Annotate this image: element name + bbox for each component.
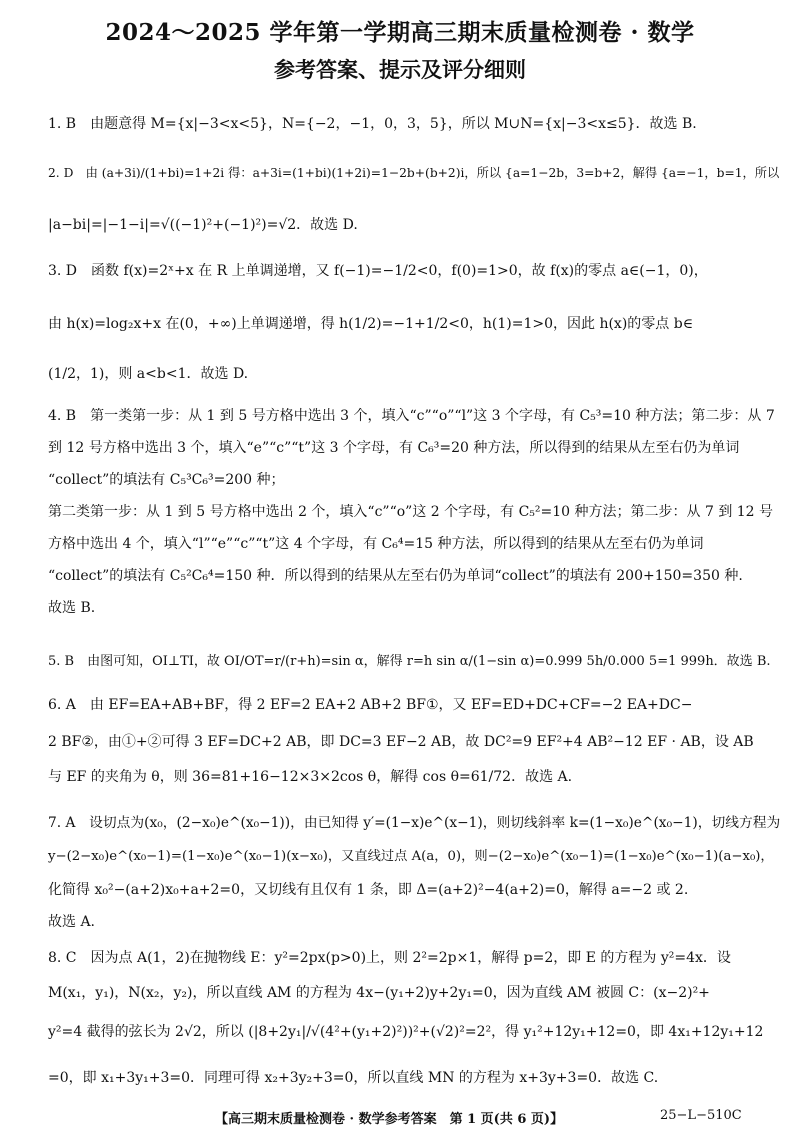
answer-line: =0，即 x₁+3y₁+3=0．同理可得 x₂+3y₂+3=0，所以直线 MN 的方程为 x+3y+3=0．故选 C. — [48, 1070, 659, 1086]
answer-line: |a−bi|=|−1−i|=√((−1)²+(−1)²)=√2．故选 D. — [48, 217, 358, 233]
page-title: 2024～2025 学年第一学期高三期末质量检测卷 · 数学 — [105, 19, 695, 46]
answer-line: 与 EF 的夹角为 θ，则 36=81+16−12×3×2cos θ，解得 cos θ=61/72．故选 A. — [48, 769, 573, 785]
answer-line: 3. D 函数 f(x)=2ˣ+x 在 R 上单调递增，又 f(−1)=−1/2<0，f(0)=1>0，故 f(x)的零点 a∈(−1，0)， — [48, 263, 708, 279]
answer-line: 2. D 由 (a+3i)/(1+bi)=1+2i 得：a+3i=(1+bi)(1+2i)=1−2b+(b+2)i，所以 {a=1−2b，3=b+2，解得 {a=−1，b=1，所以 — [48, 166, 780, 180]
answer-line: “collect”的填法有 C₅²C₆⁴=150 种．所以得到的结果从左至右仍为单词“collect”的填法有 200+150=350 种. — [48, 568, 743, 584]
answer-line: 7. A 设切点为(x₀，(2−x₀)e^(x₀−1))，由已知得 y′=(1−x)e^(x−1)，则切线斜率 k=(1−x₀)e^(x₀−1)，切线方程为 — [48, 815, 781, 831]
answer-line: 第二类第一步：从 1 到 5 号方格中选出 2 个，填入“c”“o”这 2 个字母，有 C₅²=10 种方法；第二步：从 7 到 12 号 — [48, 504, 774, 520]
answer-line: 2 BF②，由①+②可得 3 EF=DC+2 AB，即 DC=3 EF−2 AB，故 DC²=9 EF²+4 AB²−12 EF · AB，设 AB — [48, 734, 754, 750]
footer-code: 25−L−510C — [660, 1108, 742, 1123]
answer-line: 1. B 由题意得 M={x|−3<x<5}，N={−2，−1，0，3，5}，所以 M∪N={x|−3<x≤5}．故选 B. — [48, 116, 697, 132]
answer-line: 方格中选出 4 个，填入“l”“e”“c”“t”这 4 个字母，有 C₆⁴=15 种方法，所以得到的结果从左至右仍为单词 — [48, 536, 704, 552]
footer-label: 【高三期末质量检测卷 · 数学参考答案 第 1 页(共 6 页)】 — [215, 1112, 564, 1127]
answer-line: y−(2−x₀)e^(x₀−1)=(1−x₀)e^(x₀−1)(x−x₀)，又直线过点 A(a，0)，则−(2−x₀)e^(x₀−1)=(1−x₀)e^(x₀−1)(a−x₀)， — [48, 849, 774, 864]
answer-line: 6. A 由 EF=EA+AB+BF，得 2 EF=2 EA+2 AB+2 BF①，又 EF=ED+DC+CF=−2 EA+DC− — [48, 697, 693, 713]
answer-line: 5. B 由图可知，OI⊥TI，故 OI/OT=r/(r+h)=sin α，解得 r=h sin α/(1−sin α)=0.999 5h/0.000 5=1 999h．故选 B. — [48, 654, 771, 669]
answer-line: 化简得 x₀²−(a+2)x₀+a+2=0，又切线有且仅有 1 条，即 Δ=(a+2)²−4(a+2)=0，解得 a=−2 或 2. — [48, 882, 689, 898]
answer-line: 故选 A. — [48, 914, 96, 930]
page-subtitle: 参考答案、提示及评分细则 — [274, 57, 526, 82]
answer-line: 8. C 因为点 A(1，2)在抛物线 E：y²=2px(p>0)上，则 2²=2p×1，解得 p=2，即 E 的方程为 y²=4x．设 — [48, 950, 731, 966]
answer-line: y²=4 截得的弦长为 2√2，所以 (|8+2y₁|/√(4²+(y₁+2)²))²+(√2)²=2²，得 y₁²+12y₁+12=0，即 4x₁+12y₁+12 — [48, 1024, 764, 1040]
answer-line: “collect”的填法有 C₅³C₆³=200 种； — [48, 472, 285, 488]
answer-line: 故选 B. — [48, 600, 96, 616]
answer-line: 由 h(x)=log₂x+x 在(0，+∞)上单调递增，得 h(1/2)=−1+1/2<0，h(1)=1>0，因此 h(x)的零点 b∈ — [48, 316, 694, 332]
answer-line: 4. B 第一类第一步：从 1 到 5 号方格中选出 3 个，填入“c”“o”“l”这 3 个字母，有 C₅³=10 种方法；第二步：从 7 — [48, 408, 775, 424]
answer-line: M(x₁，y₁)，N(x₂，y₂)，所以直线 AM 的方程为 4x−(y₁+2)y+2y₁=0，因为直线 AM 被圆 C：(x−2)²+ — [48, 985, 710, 1001]
answer-line: (1/2，1)，则 a<b<1．故选 D. — [48, 366, 249, 382]
answer-line: 到 12 号方格中选出 3 个，填入“e”“c”“t”这 3 个字母，有 C₆³=20 种方法，所以得到的结果从左至右仍为单词 — [48, 440, 740, 456]
